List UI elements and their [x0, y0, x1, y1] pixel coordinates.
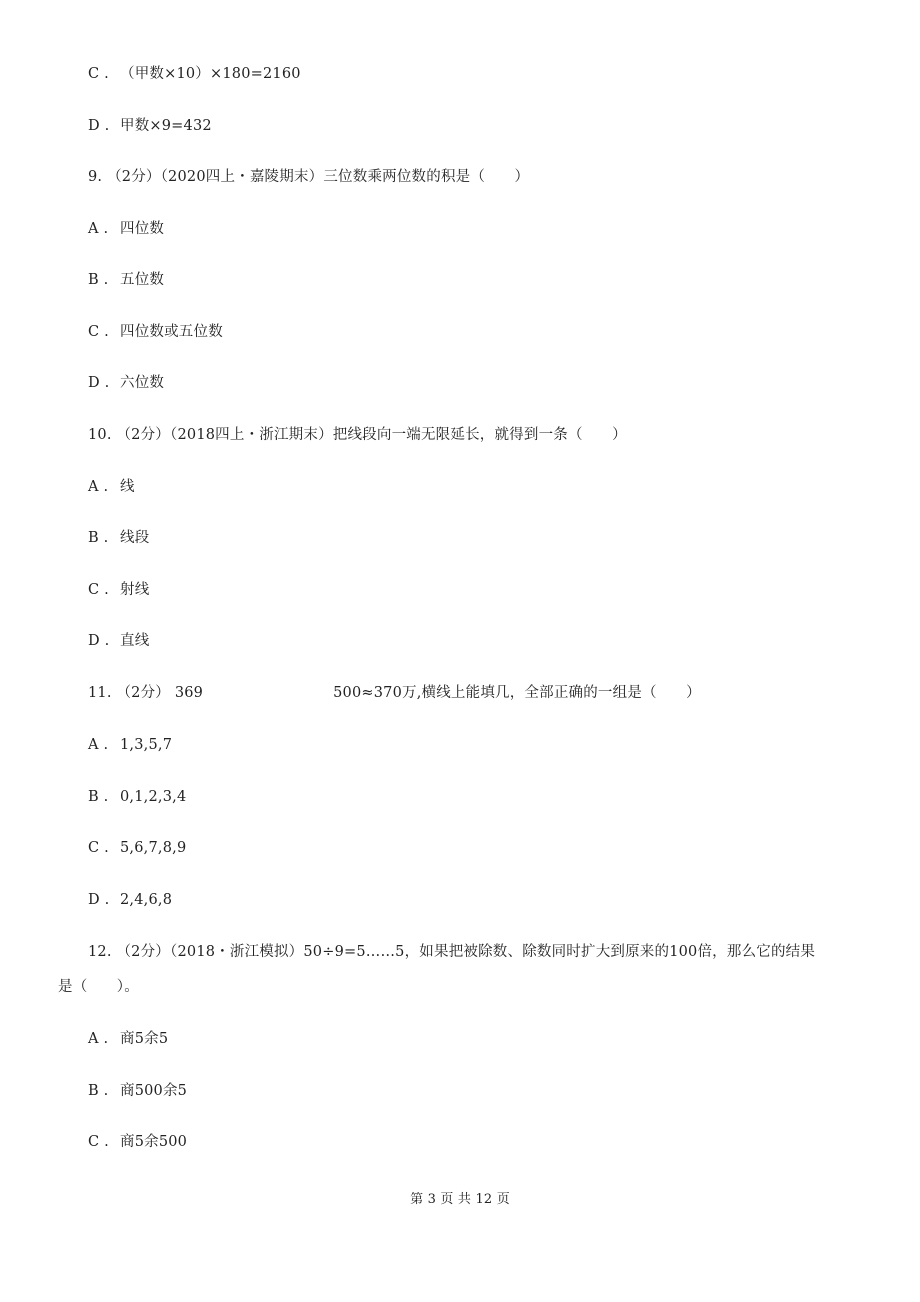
q9-option-b: [88, 270, 164, 290]
question-score: （2分）: [116, 685, 171, 701]
question-source: （2018・浙江模拟）: [170, 944, 304, 960]
q10-option-d: [88, 631, 149, 651]
option-letter: D .: [88, 892, 110, 908]
q12-option-c: [88, 1132, 187, 1152]
option-letter: C .: [88, 840, 109, 856]
option-letter: D .: [88, 633, 110, 649]
page-footer: [0, 1190, 920, 1210]
option-text: 六位数: [120, 375, 165, 391]
option-text: 2,4,6,8: [120, 892, 173, 908]
question-number: 12.: [88, 944, 112, 960]
q9-option-a: [88, 219, 164, 239]
option-text: 商500余5: [120, 1083, 188, 1099]
option-text: 线段: [120, 530, 150, 546]
q10-option-b: [88, 528, 149, 548]
option-letter: A .: [88, 221, 109, 237]
option-text: 商5余500: [120, 1134, 188, 1150]
option-letter: B .: [88, 530, 109, 546]
option-text: 直线: [120, 633, 150, 649]
question-11: [88, 683, 701, 703]
question-12: [88, 942, 815, 962]
option-text: 五位数: [120, 272, 165, 288]
option-letter: C .: [88, 582, 109, 598]
q10-option-a: [88, 477, 135, 497]
option-letter: C .: [88, 66, 109, 82]
option-text: 四位数或五位数: [120, 324, 223, 340]
option-letter: B .: [88, 789, 109, 805]
option-letter: D .: [88, 118, 110, 134]
option-letter: A .: [88, 479, 109, 495]
option-letter: B .: [88, 272, 109, 288]
option-text: （甲数×10）×180=2160: [120, 66, 301, 82]
q11-option-a: [88, 735, 172, 755]
option-letter: C .: [88, 1134, 109, 1150]
question-12-continuation: [58, 977, 139, 997]
option-text: 商5余5: [120, 1031, 169, 1047]
q11-option-c: [88, 838, 186, 858]
question-number: 10.: [88, 427, 112, 443]
question-stem: 50÷9=5……5，如果把被除数、除数同时扩大到原来的100倍，那么它的结果: [303, 944, 816, 960]
question-stem: 三位数乘两位数的积是（ ）: [323, 169, 530, 185]
question-stem-left: 369: [174, 685, 204, 701]
q8-option-d: [88, 116, 212, 136]
question-10: [88, 425, 627, 445]
question-number: 11.: [88, 685, 112, 701]
q9-option-d: [88, 373, 164, 393]
q11-option-b: [88, 787, 186, 807]
question-stem-continued: 是（ ）。: [58, 979, 139, 995]
question-score: （2分）: [107, 169, 161, 185]
question-number: 9.: [88, 169, 103, 185]
option-letter: A .: [88, 737, 109, 753]
option-text: 线: [120, 479, 135, 495]
option-text: 四位数: [120, 221, 165, 237]
question-score: （2分）: [116, 944, 171, 960]
option-letter: D .: [88, 375, 110, 391]
q9-option-c: [88, 322, 223, 342]
option-letter: B .: [88, 1083, 109, 1099]
q12-option-a: [88, 1029, 168, 1049]
q12-option-b: [88, 1081, 187, 1101]
page-number-text: 第 3 页 共 12 页: [410, 1192, 510, 1207]
option-text: 甲数×9=432: [120, 118, 212, 134]
option-letter: A .: [88, 1031, 109, 1047]
question-stem-right: 500≈370万,横线上能填几，全部正确的一组是（ ）: [333, 685, 701, 701]
question-score: （2分）: [116, 427, 171, 443]
q10-option-c: [88, 580, 149, 600]
q8-option-c: [88, 64, 301, 84]
option-text: 5,6,7,8,9: [120, 840, 187, 856]
option-text: 1,3,5,7: [120, 737, 173, 753]
question-9: [88, 167, 529, 187]
option-letter: C .: [88, 324, 109, 340]
option-text: 射线: [120, 582, 150, 598]
question-stem: 把线段向一端无限延长，就得到一条（ ）: [332, 427, 627, 443]
option-text: 0,1,2,3,4: [120, 789, 187, 805]
q11-option-d: [88, 890, 172, 910]
question-source: （2020四上・嘉陵期末）: [160, 169, 324, 185]
question-source: （2018四上・浙江期末）: [170, 427, 333, 443]
